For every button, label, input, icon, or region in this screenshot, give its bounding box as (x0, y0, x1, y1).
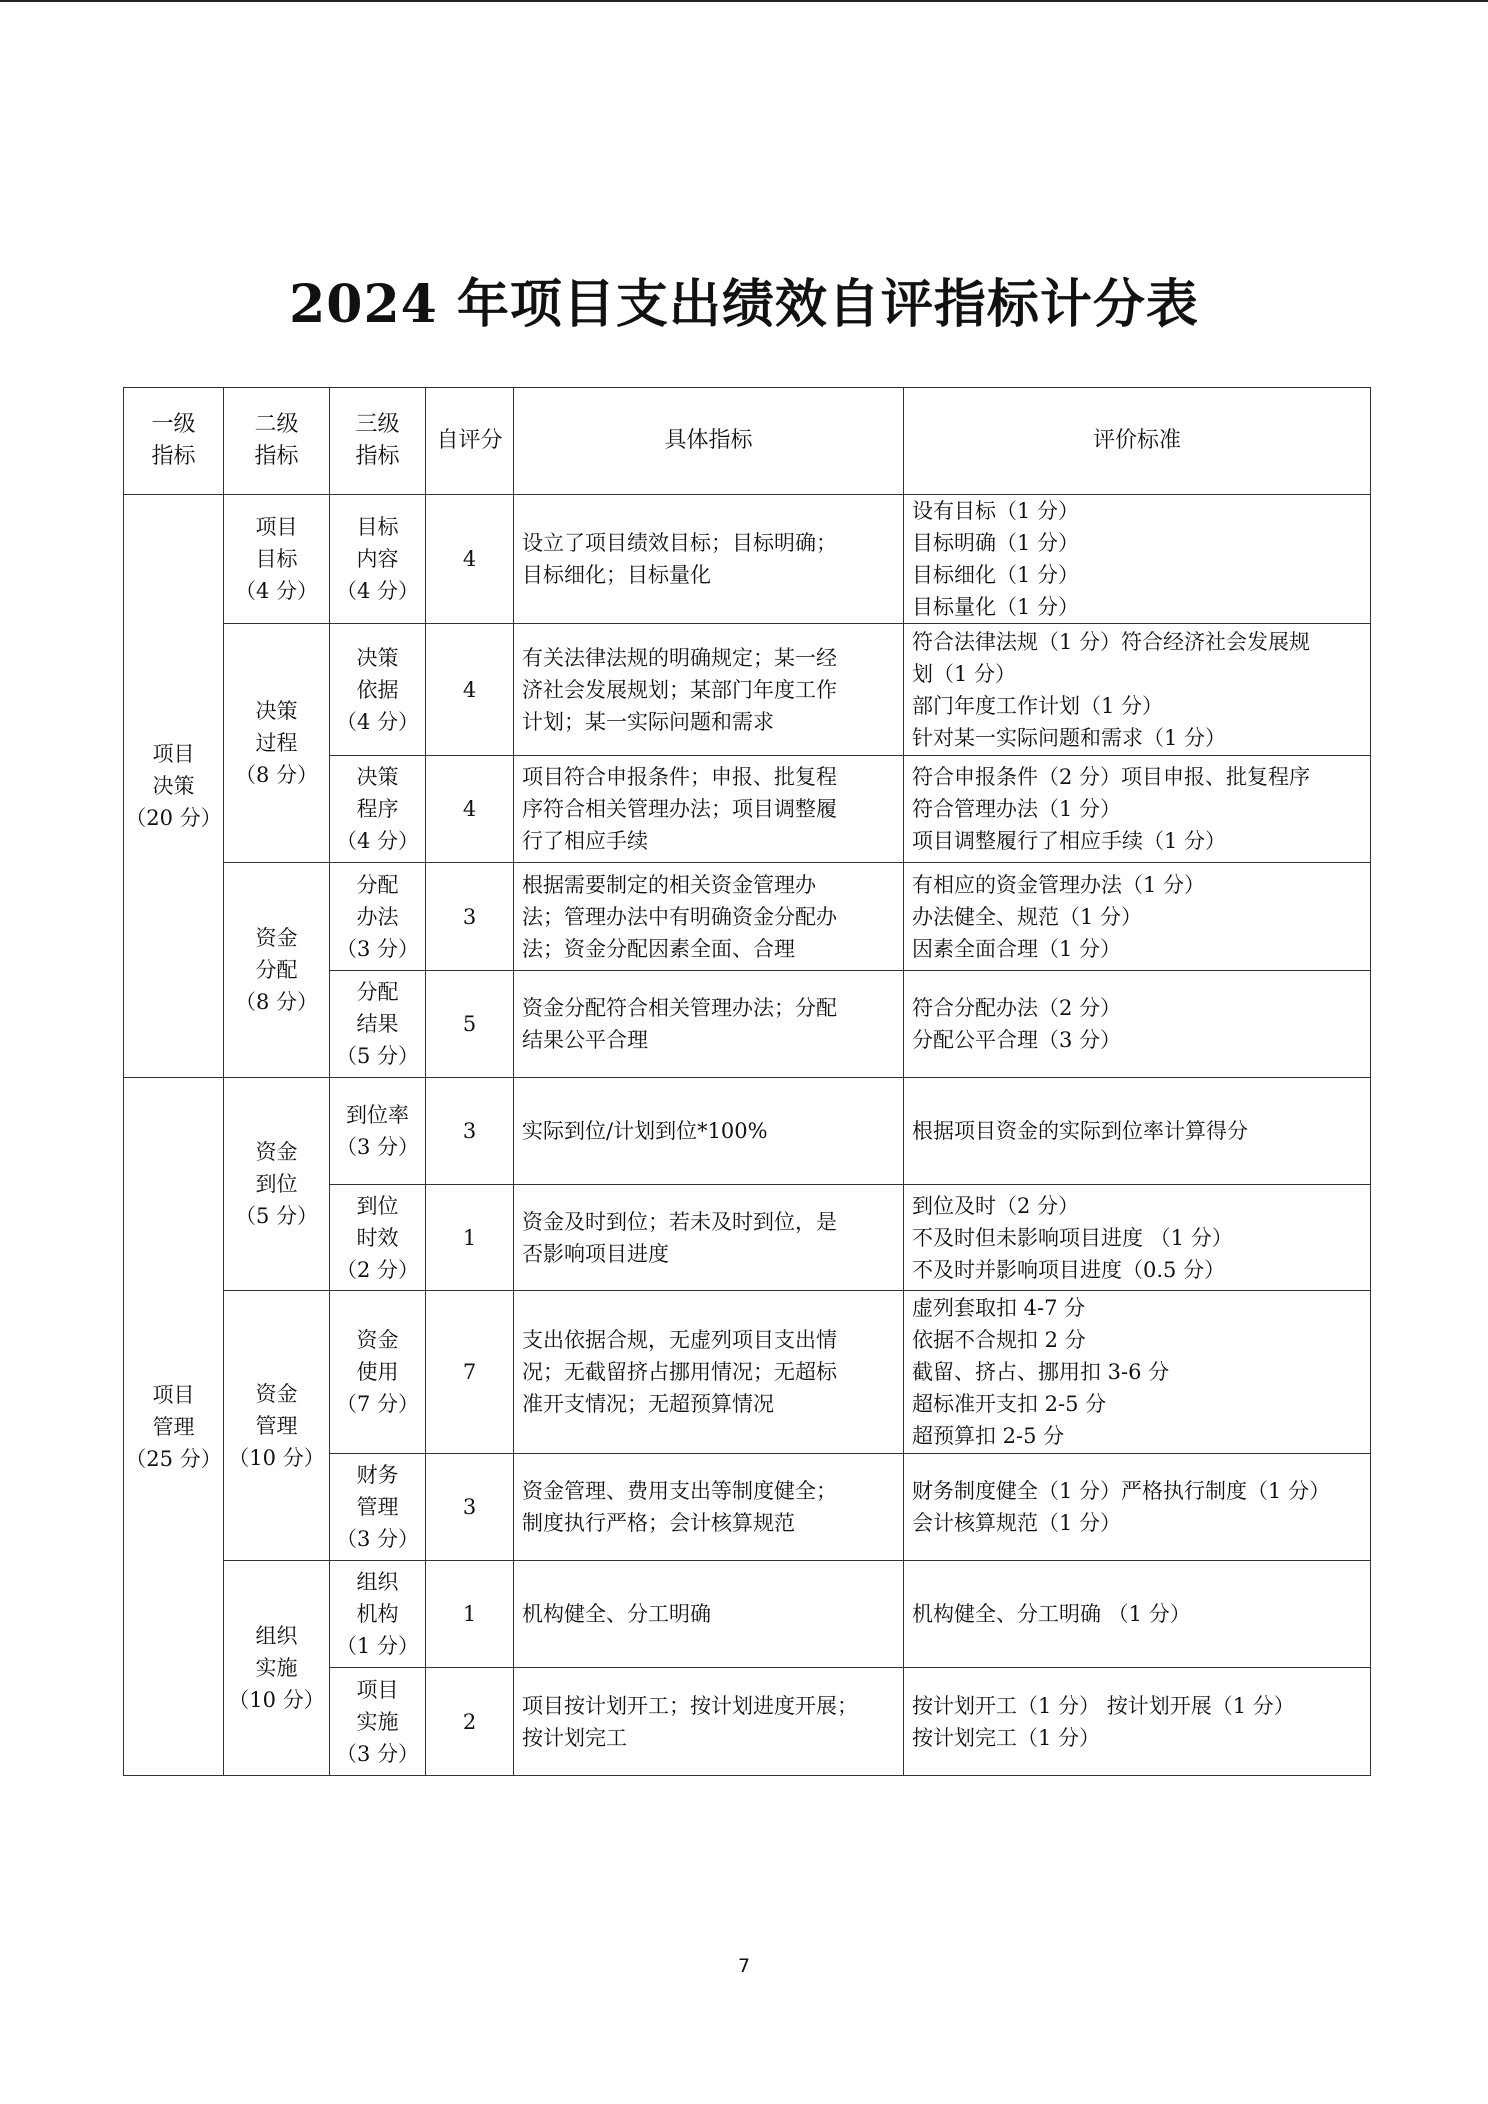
level2-cell-line: （5 分） (234, 1204, 319, 1228)
level2-cell-line: 过程 (255, 731, 298, 755)
indicator-cell-line: 法；管理办法中有明确资金分配办 (522, 904, 837, 929)
level3-cell-line: 资金 (356, 1328, 399, 1352)
criteria-cell-line: 根据项目资金的实际到位率计算得分 (912, 1119, 1248, 1143)
criteria-cell (904, 1291, 1371, 1454)
indicator-cell-line: 计划；某一实际问题和需求 (522, 709, 774, 734)
level2-cell-line: 目标 (255, 547, 298, 571)
criteria-cell (904, 1668, 1371, 1776)
criteria-cell-line: 部门年度工作计划（1 分） (912, 693, 1164, 718)
table-row (124, 1078, 1371, 1185)
level3-cell-line: （4 分） (335, 579, 420, 603)
indicator-cell-line: 机构健全、分工明确 (522, 1602, 711, 1626)
level2-cell-line: 项目 (255, 515, 298, 539)
level3-cell-line: 分配 (356, 872, 399, 897)
header-level1-line: 指标 (151, 444, 196, 469)
header-level1 (124, 388, 224, 495)
level2-cell-line: 资金 (255, 1140, 298, 1164)
criteria-cell-line: 会计核算规范（1 分） (912, 1511, 1122, 1535)
indicator-cell-line: 制度执行严格；会计核算规范 (522, 1511, 795, 1535)
indicator-cell (514, 1078, 904, 1185)
level1-cell-line: 项目 (152, 1382, 195, 1407)
header-level3-line: 指标 (355, 444, 400, 469)
indicator-cell-line: 设立了项目绩效目标；目标明确； (522, 531, 837, 555)
indicator-cell-line: 根据需要制定的相关资金管理办 (522, 872, 816, 897)
table-row (124, 863, 1371, 971)
indicator-cell-line: 法；资金分配因素全面、合理 (522, 936, 795, 961)
level3-cell-line: 到位率 (346, 1103, 409, 1127)
level1-cell-line: 决策 (152, 774, 195, 798)
level2-cell-line: （8 分） (234, 763, 319, 787)
header-level2 (224, 388, 330, 495)
criteria-cell-line: 不及时并影响项目进度（0.5 分） (912, 1257, 1226, 1282)
criteria-cell-line: 超标准开支扣 2-5 分 (912, 1392, 1107, 1416)
indicator-cell-line: 资金分配符合相关管理办法；分配 (522, 996, 837, 1020)
level2-cell (224, 495, 330, 624)
criteria-cell-line: 目标明确（1 分） (912, 531, 1080, 555)
level3-cell-line: 依据 (356, 677, 399, 702)
level3-cell-line: 内容 (356, 547, 399, 571)
header-score: 自评分 (426, 388, 514, 495)
criteria-cell-line: 因素全面合理（1 分） (912, 936, 1122, 961)
score-cell: 7 (426, 1291, 514, 1454)
score-cell: 1 (426, 1185, 514, 1291)
level2-cell (224, 1561, 330, 1776)
level2-cell (224, 1078, 330, 1291)
criteria-cell-line: 按计划开工（1 分） 按计划开展（1 分） (912, 1693, 1295, 1718)
indicator-cell-line: 实际到位/计划到位*100% (522, 1119, 768, 1143)
level3-cell (330, 495, 426, 624)
level3-cell-line: 决策 (356, 645, 399, 670)
criteria-cell (904, 1185, 1371, 1291)
indicator-cell (514, 1561, 904, 1668)
criteria-cell-line: 针对某一实际问题和需求（1 分） (912, 725, 1227, 750)
criteria-cell (904, 1078, 1371, 1185)
header-level2-line: 指标 (254, 444, 299, 469)
criteria-cell-line: 符合申报条件（2 分）项目申报、批复程序 (912, 765, 1311, 789)
level3-cell (330, 756, 426, 863)
level2-cell (224, 1291, 330, 1561)
score-cell: 3 (426, 863, 514, 971)
level1-cell-line: （20 分） (125, 806, 222, 830)
indicator-cell-line: 资金及时到位；若未及时到位，是 (522, 1209, 837, 1234)
table-row (124, 1561, 1371, 1668)
criteria-cell-line: 到位及时（2 分） (912, 1193, 1080, 1218)
indicator-cell-line: 况；无截留挤占挪用情况；无超标 (522, 1360, 837, 1384)
criteria-cell-line: 符合管理办法（1 分） (912, 797, 1122, 821)
level3-cell (330, 1185, 426, 1291)
indicator-cell-line: 按计划完工 (522, 1725, 627, 1750)
indicator-cell (514, 971, 904, 1078)
criteria-cell (904, 495, 1371, 624)
criteria-cell-line: 项目调整履行了相应手续（1 分） (912, 829, 1227, 853)
level3-cell (330, 1454, 426, 1561)
criteria-cell (904, 756, 1371, 863)
criteria-cell-line: 不及时但未影响项目进度 （1 分） (912, 1225, 1233, 1250)
indicator-cell-line: 准开支情况；无超预算情况 (522, 1392, 774, 1416)
level3-cell (330, 863, 426, 971)
level3-cell (330, 624, 426, 756)
criteria-cell-line: 财务制度健全（1 分）严格执行制度（1 分） (912, 1479, 1331, 1503)
level3-cell (330, 1078, 426, 1185)
indicator-cell (514, 1291, 904, 1454)
level3-cell (330, 1668, 426, 1776)
scoring-table (123, 387, 1371, 1776)
level3-cell-line: 组织 (356, 1570, 399, 1594)
level1-cell (124, 1078, 224, 1776)
level2-cell-line: 实施 (255, 1656, 298, 1680)
level3-cell-line: （1 分） (335, 1634, 420, 1658)
level3-cell-line: 使用 (356, 1360, 399, 1384)
header-row (124, 388, 1371, 495)
indicator-cell (514, 1185, 904, 1291)
level3-cell-line: （4 分） (335, 829, 420, 853)
indicator-cell (514, 863, 904, 971)
level3-cell-line: 机构 (356, 1602, 399, 1626)
header-criteria: 评价标准 (904, 388, 1371, 495)
level3-cell-line: （5 分） (335, 1044, 420, 1068)
indicator-cell-line: 序符合相关管理办法；项目调整履 (522, 797, 837, 821)
level2-cell-line: 决策 (255, 699, 298, 723)
criteria-cell-line: 按计划完工（1 分） (912, 1725, 1101, 1750)
criteria-cell (904, 1561, 1371, 1668)
level2-cell-line: 资金 (255, 926, 298, 950)
level2-cell-line: 分配 (255, 958, 298, 982)
level3-cell-line: 分配 (356, 980, 399, 1004)
level1-cell-line: 项目 (152, 742, 195, 766)
criteria-cell-line: 截留、挤占、挪用扣 3-6 分 (912, 1360, 1170, 1384)
indicator-cell (514, 1668, 904, 1776)
table-row (124, 495, 1371, 624)
page-top-border (0, 0, 1488, 2)
criteria-cell-line: 目标细化（1 分） (912, 563, 1080, 587)
level3-cell-line: 目标 (356, 515, 399, 539)
score-cell: 5 (426, 971, 514, 1078)
indicator-cell (514, 1454, 904, 1561)
level3-cell-line: 时效 (356, 1225, 399, 1250)
criteria-cell-line: 办法健全、规范（1 分） (912, 904, 1143, 929)
level3-cell-line: 程序 (356, 797, 399, 821)
level3-cell (330, 1561, 426, 1668)
level3-cell-line: 决策 (356, 765, 399, 789)
indicator-cell-line: 项目按计划开工；按计划进度开展； (522, 1693, 858, 1718)
score-cell: 4 (426, 495, 514, 624)
level3-cell-line: 办法 (356, 904, 399, 929)
level2-cell-line: 到位 (255, 1172, 298, 1196)
criteria-cell (904, 1454, 1371, 1561)
indicator-cell-line: 济社会发展规划；某部门年度工作 (522, 677, 837, 702)
indicator-cell-line: 否影响项目进度 (522, 1241, 669, 1266)
score-cell: 4 (426, 756, 514, 863)
header-indicator: 具体指标 (514, 388, 904, 495)
level3-cell-line: 管理 (356, 1495, 399, 1519)
level2-cell-line: 组织 (255, 1624, 298, 1648)
level2-cell-line: 资金 (255, 1381, 298, 1406)
criteria-cell-line: 虚列套取扣 4-7 分 (912, 1296, 1086, 1320)
criteria-cell-line: 分配公平合理（3 分） (912, 1028, 1122, 1052)
level1-cell-line: （25 分） (125, 1446, 222, 1471)
page-title: 2024 年项目支出绩效自评指标计分表 (289, 274, 1199, 335)
score-cell: 3 (426, 1454, 514, 1561)
criteria-cell-line: 有相应的资金管理办法（1 分） (912, 872, 1206, 897)
score-cell: 4 (426, 624, 514, 756)
header-level3 (330, 388, 426, 495)
indicator-cell-line: 目标细化；目标量化 (522, 563, 711, 587)
level1-cell (124, 495, 224, 1078)
level3-cell-line: （3 分） (335, 1741, 420, 1766)
indicator-cell-line: 项目符合申报条件；申报、批复程 (522, 765, 837, 789)
criteria-cell-line: 划（1 分） (912, 661, 1017, 686)
level3-cell-line: （2 分） (335, 1257, 420, 1282)
criteria-cell (904, 863, 1371, 971)
criteria-cell-line: 设有目标（1 分） (912, 499, 1080, 523)
header-level2-line: 二级 (254, 412, 299, 437)
level2-cell-line: （8 分） (234, 990, 319, 1014)
indicator-cell-line: 行了相应手续 (522, 829, 648, 853)
level1-cell-line: 管理 (152, 1414, 195, 1439)
level3-cell (330, 971, 426, 1078)
header-level1-line: 一级 (151, 412, 196, 437)
level3-cell-line: 结果 (356, 1012, 399, 1036)
level3-cell-line: （4 分） (335, 709, 420, 734)
table-row (124, 1291, 1371, 1454)
criteria-cell-line: 目标量化（1 分） (912, 595, 1080, 619)
level3-cell-line: （3 分） (335, 1527, 420, 1551)
criteria-cell-line: 符合分配办法（2 分） (912, 996, 1122, 1020)
criteria-cell-line: 依据不合规扣 2 分 (912, 1328, 1086, 1352)
level2-cell (224, 863, 330, 1078)
score-cell: 2 (426, 1668, 514, 1776)
criteria-cell-line: 机构健全、分工明确 （1 分） (912, 1602, 1191, 1626)
indicator-cell-line: 结果公平合理 (522, 1028, 648, 1052)
header-level3-line: 三级 (355, 412, 400, 437)
criteria-cell-line: 超预算扣 2-5 分 (912, 1424, 1065, 1448)
indicator-cell (514, 756, 904, 863)
indicator-cell-line: 有关法律法规的明确规定；某一经 (522, 645, 837, 670)
indicator-cell (514, 495, 904, 624)
level3-cell-line: 到位 (356, 1193, 399, 1218)
level2-cell-line: 管理 (255, 1413, 298, 1438)
level2-cell (224, 624, 330, 863)
score-cell: 3 (426, 1078, 514, 1185)
indicator-cell-line: 资金管理、费用支出等制度健全； (522, 1479, 837, 1503)
criteria-cell-line: 符合法律法规（1 分）符合经济社会发展规 (912, 629, 1311, 654)
level2-cell-line: （4 分） (234, 579, 319, 603)
score-cell: 1 (426, 1561, 514, 1668)
level3-cell-line: 财务 (356, 1463, 399, 1487)
criteria-cell (904, 624, 1371, 756)
level3-cell (330, 1291, 426, 1454)
indicator-cell (514, 624, 904, 756)
level3-cell-line: （3 分） (335, 1135, 420, 1159)
level3-cell-line: （7 分） (335, 1392, 420, 1416)
table-row (124, 624, 1371, 756)
level3-cell-line: 项目 (356, 1677, 399, 1702)
level2-cell-line: （10 分） (228, 1688, 325, 1712)
level2-cell-line: （10 分） (228, 1445, 325, 1470)
criteria-cell (904, 971, 1371, 1078)
indicator-cell-line: 支出依据合规，无虚列项目支出情 (522, 1328, 837, 1352)
level3-cell-line: 实施 (356, 1709, 399, 1734)
level3-cell-line: （3 分） (335, 936, 420, 961)
page-number: 7 (737, 1955, 751, 1977)
